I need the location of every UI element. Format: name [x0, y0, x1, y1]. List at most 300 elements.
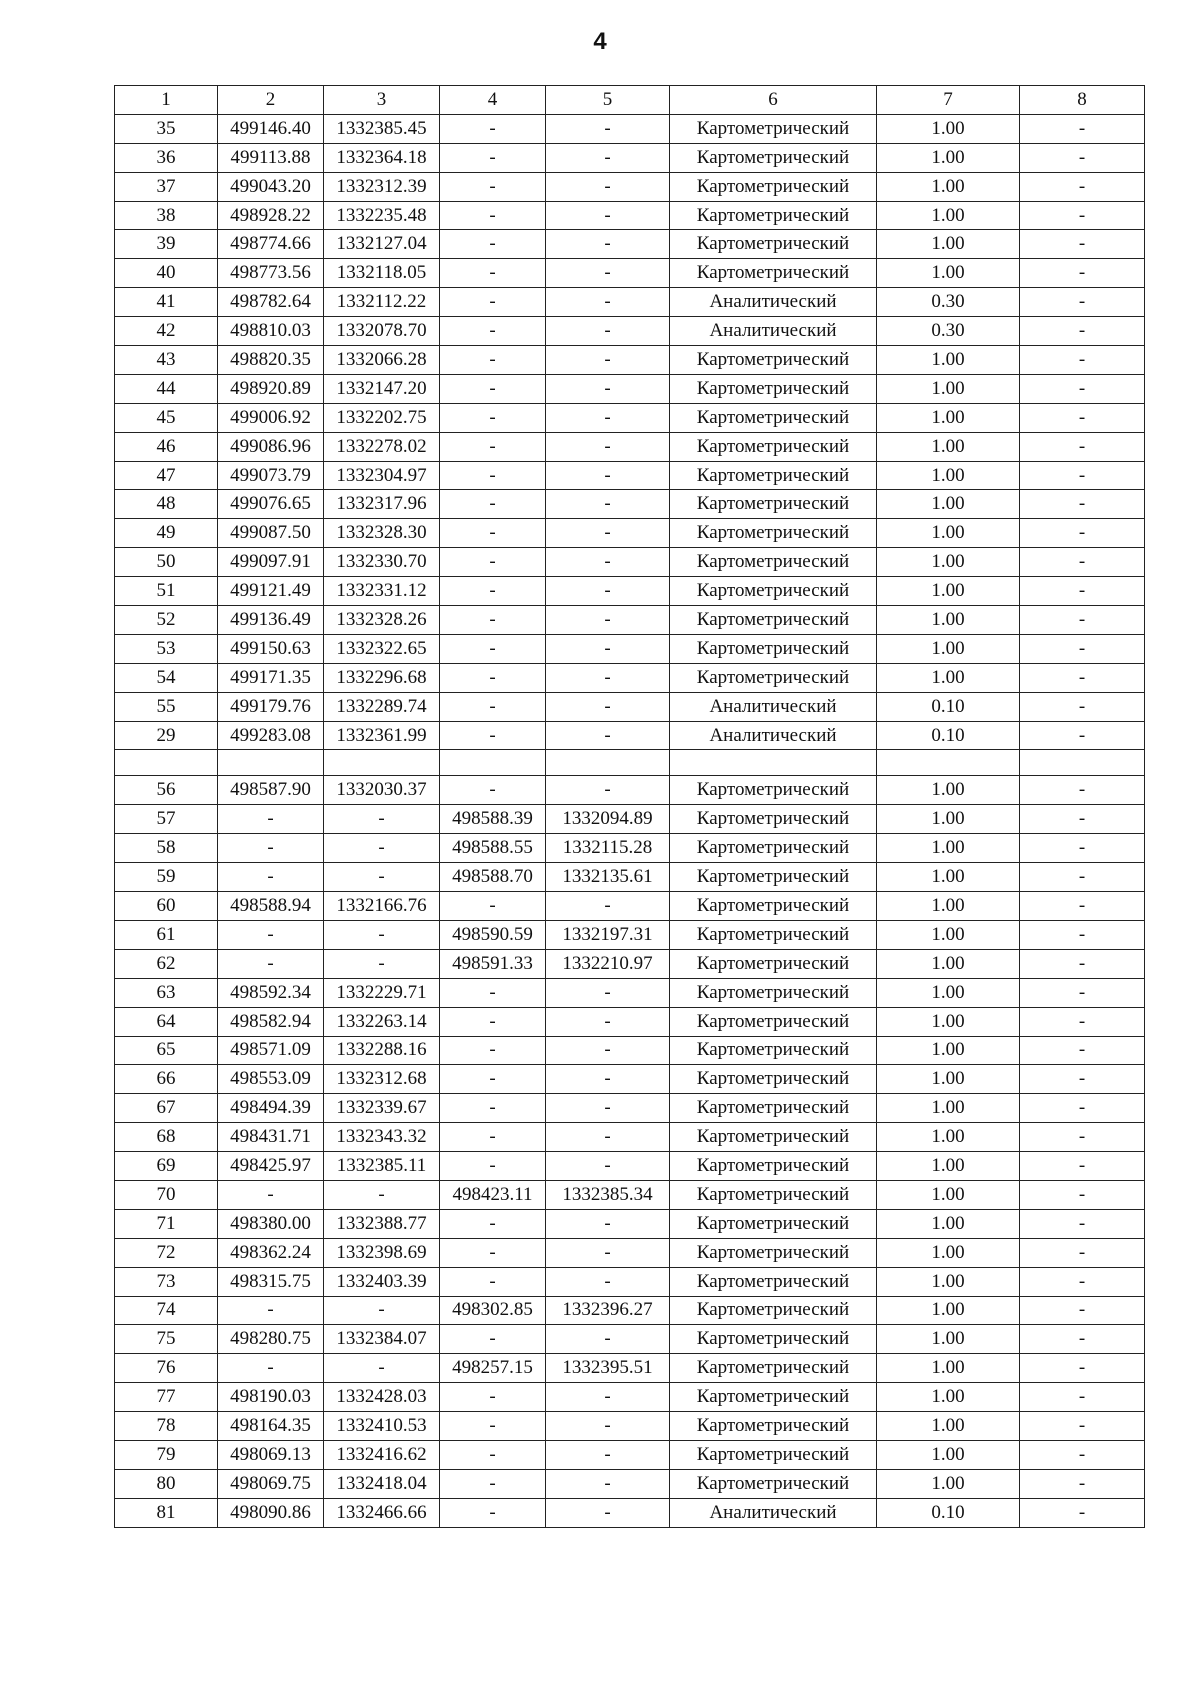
y-new-cell: -	[546, 1267, 670, 1296]
description-cell	[1020, 750, 1145, 776]
y-new-cell: -	[546, 403, 670, 432]
x-cell: 498587.90	[218, 776, 324, 805]
x-cell: 498494.39	[218, 1094, 324, 1123]
table-row	[115, 1007, 1145, 1036]
point-number-cell: 75	[115, 1325, 218, 1354]
y-new-cell: 1332385.34	[546, 1180, 670, 1209]
x-cell: -	[218, 1354, 324, 1383]
point-number-cell: 65	[115, 1036, 218, 1065]
point-number-cell: 49	[115, 519, 218, 548]
point-number-cell: 59	[115, 863, 218, 892]
accuracy-cell: 1.00	[877, 346, 1020, 375]
x-new-cell: -	[440, 776, 546, 805]
y-new-cell: -	[546, 201, 670, 230]
x-new-cell: -	[440, 1065, 546, 1094]
method-cell: Картометрический	[670, 1065, 877, 1094]
x-new-cell: -	[440, 892, 546, 921]
point-number-cell: 69	[115, 1152, 218, 1181]
x-new-cell: -	[440, 978, 546, 1007]
x-cell: 499087.50	[218, 519, 324, 548]
x-cell: 498571.09	[218, 1036, 324, 1065]
x-cell: 499283.08	[218, 721, 324, 750]
method-cell: Картометрический	[670, 978, 877, 1007]
point-number-cell: 51	[115, 577, 218, 606]
y-cell: 1332118.05	[324, 259, 440, 288]
x-new-cell: -	[440, 1094, 546, 1123]
description-cell: -	[1020, 1036, 1145, 1065]
x-cell: 498315.75	[218, 1267, 324, 1296]
description-cell: -	[1020, 634, 1145, 663]
point-number-cell: 74	[115, 1296, 218, 1325]
y-new-cell: -	[546, 606, 670, 635]
accuracy-cell: 1.00	[877, 519, 1020, 548]
accuracy-cell: 1.00	[877, 663, 1020, 692]
y-cell: -	[324, 1180, 440, 1209]
x-new-cell: -	[440, 259, 546, 288]
y-new-cell: -	[546, 577, 670, 606]
y-cell: -	[324, 1296, 440, 1325]
description-cell: -	[1020, 1209, 1145, 1238]
y-new-cell: -	[546, 1007, 670, 1036]
table-row	[115, 259, 1145, 288]
x-cell: 498588.94	[218, 892, 324, 921]
y-new-cell: -	[546, 490, 670, 519]
x-new-cell: -	[440, 634, 546, 663]
y-new-cell: -	[546, 432, 670, 461]
y-new-cell: -	[546, 259, 670, 288]
y-cell: 1332078.70	[324, 317, 440, 346]
x-new-cell: 498302.85	[440, 1296, 546, 1325]
x-cell: 498090.86	[218, 1498, 324, 1527]
column-header: 3	[324, 86, 440, 115]
description-cell: -	[1020, 1354, 1145, 1383]
table-row	[115, 1383, 1145, 1412]
y-cell: 1332418.04	[324, 1469, 440, 1498]
table-row	[115, 1354, 1145, 1383]
point-number-cell: 79	[115, 1440, 218, 1469]
point-number-cell	[115, 750, 218, 776]
y-new-cell: -	[546, 114, 670, 143]
table-row	[115, 805, 1145, 834]
y-cell: 1332322.65	[324, 634, 440, 663]
description-cell: -	[1020, 949, 1145, 978]
table-row	[115, 1238, 1145, 1267]
x-new-cell: 498257.15	[440, 1354, 546, 1383]
description-cell: -	[1020, 863, 1145, 892]
accuracy-cell: 1.00	[877, 949, 1020, 978]
x-new-cell: -	[440, 548, 546, 577]
accuracy-cell: 1.00	[877, 1209, 1020, 1238]
accuracy-cell: 1.00	[877, 1007, 1020, 1036]
point-number-cell: 80	[115, 1469, 218, 1498]
column-header: 2	[218, 86, 324, 115]
accuracy-cell: 1.00	[877, 374, 1020, 403]
method-cell: Картометрический	[670, 1123, 877, 1152]
accuracy-cell: 1.00	[877, 892, 1020, 921]
method-cell: Картометрический	[670, 1469, 877, 1498]
point-number-cell: 53	[115, 634, 218, 663]
table-row	[115, 892, 1145, 921]
accuracy-cell: 1.00	[877, 1065, 1020, 1094]
accuracy-cell: 1.00	[877, 1469, 1020, 1498]
y-new-cell: -	[546, 776, 670, 805]
accuracy-cell: 1.00	[877, 490, 1020, 519]
description-cell: -	[1020, 374, 1145, 403]
x-new-cell: -	[440, 201, 546, 230]
x-cell: 499171.35	[218, 663, 324, 692]
method-cell: Картометрический	[670, 1007, 877, 1036]
method-cell: Картометрический	[670, 230, 877, 259]
y-cell: 1332466.66	[324, 1498, 440, 1527]
table-row	[115, 490, 1145, 519]
table-row	[115, 776, 1145, 805]
accuracy-cell: 1.00	[877, 1440, 1020, 1469]
x-cell: 499073.79	[218, 461, 324, 490]
y-cell: 1332229.71	[324, 978, 440, 1007]
y-new-cell: -	[546, 143, 670, 172]
method-cell: Аналитический	[670, 692, 877, 721]
x-new-cell: 498588.70	[440, 863, 546, 892]
description-cell: -	[1020, 1123, 1145, 1152]
y-cell: 1332202.75	[324, 403, 440, 432]
description-cell: -	[1020, 1152, 1145, 1181]
accuracy-cell: 1.00	[877, 403, 1020, 432]
column-header: 1	[115, 86, 218, 115]
y-new-cell: 1332395.51	[546, 1354, 670, 1383]
accuracy-cell: 1.00	[877, 259, 1020, 288]
method-cell: Картометрический	[670, 374, 877, 403]
method-cell: Картометрический	[670, 577, 877, 606]
table-row	[115, 201, 1145, 230]
table-row	[115, 548, 1145, 577]
method-cell: Картометрический	[670, 490, 877, 519]
y-cell: 1332385.11	[324, 1152, 440, 1181]
y-new-cell: -	[546, 1152, 670, 1181]
accuracy-cell: 1.00	[877, 634, 1020, 663]
y-cell: 1332398.69	[324, 1238, 440, 1267]
method-cell: Картометрический	[670, 403, 877, 432]
x-new-cell: -	[440, 606, 546, 635]
point-number-cell: 42	[115, 317, 218, 346]
method-cell: Картометрический	[670, 548, 877, 577]
x-cell: 499179.76	[218, 692, 324, 721]
y-cell: 1332428.03	[324, 1383, 440, 1412]
point-number-cell: 44	[115, 374, 218, 403]
description-cell: -	[1020, 776, 1145, 805]
y-cell: 1332343.32	[324, 1123, 440, 1152]
description-cell: -	[1020, 1325, 1145, 1354]
table-row	[115, 663, 1145, 692]
point-number-cell: 71	[115, 1209, 218, 1238]
accuracy-cell: 1.00	[877, 432, 1020, 461]
accuracy-cell: 1.00	[877, 1296, 1020, 1325]
x-cell: 498582.94	[218, 1007, 324, 1036]
description-cell: -	[1020, 606, 1145, 635]
method-cell: Аналитический	[670, 721, 877, 750]
x-cell: 499121.49	[218, 577, 324, 606]
page-number: 4	[593, 28, 607, 55]
description-cell: -	[1020, 1296, 1145, 1325]
x-cell: 499043.20	[218, 172, 324, 201]
y-new-cell: 1332094.89	[546, 805, 670, 834]
y-new-cell: -	[546, 1123, 670, 1152]
method-cell: Картометрический	[670, 634, 877, 663]
method-cell: Картометрический	[670, 776, 877, 805]
method-cell: Аналитический	[670, 1498, 877, 1527]
point-number-cell: 64	[115, 1007, 218, 1036]
point-number-cell: 61	[115, 920, 218, 949]
point-number-cell: 60	[115, 892, 218, 921]
accuracy-cell: 1.00	[877, 805, 1020, 834]
description-cell: -	[1020, 259, 1145, 288]
y-cell: 1332385.45	[324, 114, 440, 143]
x-new-cell: -	[440, 143, 546, 172]
x-cell	[218, 750, 324, 776]
x-new-cell: 498423.11	[440, 1180, 546, 1209]
table-row	[115, 346, 1145, 375]
y-new-cell: -	[546, 172, 670, 201]
description-cell: -	[1020, 461, 1145, 490]
x-cell: 498280.75	[218, 1325, 324, 1354]
accuracy-cell: 1.00	[877, 1036, 1020, 1065]
accuracy-cell: 1.00	[877, 1123, 1020, 1152]
description-cell: -	[1020, 230, 1145, 259]
y-new-cell: -	[546, 461, 670, 490]
table-row	[115, 1036, 1145, 1065]
x-cell: 498820.35	[218, 346, 324, 375]
point-number-cell: 77	[115, 1383, 218, 1412]
y-new-cell: -	[546, 1238, 670, 1267]
x-new-cell: -	[440, 230, 546, 259]
description-cell: -	[1020, 1094, 1145, 1123]
column-header: 5	[546, 86, 670, 115]
table-row	[115, 1123, 1145, 1152]
table-row	[115, 432, 1145, 461]
x-cell: 498069.75	[218, 1469, 324, 1498]
y-new-cell: -	[546, 1498, 670, 1527]
y-new-cell: -	[546, 978, 670, 1007]
method-cell: Картометрический	[670, 1412, 877, 1441]
description-cell: -	[1020, 403, 1145, 432]
accuracy-cell: 1.00	[877, 172, 1020, 201]
point-number-cell: 54	[115, 663, 218, 692]
x-new-cell: -	[440, 1267, 546, 1296]
table-row	[115, 863, 1145, 892]
x-cell: 498431.71	[218, 1123, 324, 1152]
method-cell	[670, 750, 877, 776]
description-cell: -	[1020, 317, 1145, 346]
x-cell: 498362.24	[218, 1238, 324, 1267]
x-cell: 498774.66	[218, 230, 324, 259]
y-cell: 1332296.68	[324, 663, 440, 692]
description-cell: -	[1020, 143, 1145, 172]
x-new-cell: -	[440, 1469, 546, 1498]
column-header: 7	[877, 86, 1020, 115]
y-new-cell: -	[546, 1209, 670, 1238]
y-new-cell: -	[546, 346, 670, 375]
y-cell: 1332112.22	[324, 288, 440, 317]
x-cell: -	[218, 834, 324, 863]
method-cell: Картометрический	[670, 1296, 877, 1325]
y-new-cell: 1332115.28	[546, 834, 670, 863]
y-new-cell: -	[546, 1440, 670, 1469]
accuracy-cell: 1.00	[877, 143, 1020, 172]
x-new-cell: -	[440, 1325, 546, 1354]
method-cell: Картометрический	[670, 1209, 877, 1238]
point-number-cell: 55	[115, 692, 218, 721]
accuracy-cell: 0.30	[877, 317, 1020, 346]
table-row	[115, 606, 1145, 635]
y-new-cell: 1332135.61	[546, 863, 670, 892]
table-row	[115, 1469, 1145, 1498]
table-row	[115, 721, 1145, 750]
point-number-cell: 72	[115, 1238, 218, 1267]
x-new-cell: -	[440, 663, 546, 692]
x-cell: 498928.22	[218, 201, 324, 230]
y-cell: 1332328.26	[324, 606, 440, 635]
y-new-cell: -	[546, 519, 670, 548]
description-cell: -	[1020, 577, 1145, 606]
y-cell: 1332147.20	[324, 374, 440, 403]
y-cell: 1332317.96	[324, 490, 440, 519]
x-cell: 498592.34	[218, 978, 324, 1007]
table-row	[115, 172, 1145, 201]
point-number-cell: 58	[115, 834, 218, 863]
point-number-cell: 45	[115, 403, 218, 432]
method-cell: Картометрический	[670, 1267, 877, 1296]
coordinates-table	[114, 85, 1145, 1528]
x-cell: 498773.56	[218, 259, 324, 288]
y-cell: 1332304.97	[324, 461, 440, 490]
y-new-cell: -	[546, 1469, 670, 1498]
y-cell: -	[324, 949, 440, 978]
x-cell: 498810.03	[218, 317, 324, 346]
x-new-cell: -	[440, 519, 546, 548]
point-number-cell: 37	[115, 172, 218, 201]
y-cell: 1332331.12	[324, 577, 440, 606]
x-cell: 499097.91	[218, 548, 324, 577]
table-row	[115, 750, 1145, 776]
method-cell: Картометрический	[670, 892, 877, 921]
description-cell: -	[1020, 172, 1145, 201]
y-cell: 1332312.39	[324, 172, 440, 201]
description-cell: -	[1020, 346, 1145, 375]
method-cell: Картометрический	[670, 863, 877, 892]
description-cell: -	[1020, 432, 1145, 461]
description-cell: -	[1020, 288, 1145, 317]
y-cell: -	[324, 805, 440, 834]
point-number-cell: 57	[115, 805, 218, 834]
method-cell: Картометрический	[670, 1383, 877, 1412]
point-number-cell: 36	[115, 143, 218, 172]
y-cell: -	[324, 920, 440, 949]
y-new-cell: -	[546, 1036, 670, 1065]
point-number-cell: 38	[115, 201, 218, 230]
x-cell: 498380.00	[218, 1209, 324, 1238]
table-row	[115, 374, 1145, 403]
accuracy-cell	[877, 750, 1020, 776]
table-header-row	[115, 86, 1145, 115]
y-cell: 1332339.67	[324, 1094, 440, 1123]
x-new-cell: -	[440, 692, 546, 721]
x-cell: 498553.09	[218, 1065, 324, 1094]
accuracy-cell: 1.00	[877, 978, 1020, 1007]
accuracy-cell: 1.00	[877, 863, 1020, 892]
method-cell: Картометрический	[670, 1325, 877, 1354]
y-cell: 1332361.99	[324, 721, 440, 750]
point-number-cell: 67	[115, 1094, 218, 1123]
y-cell: 1332328.30	[324, 519, 440, 548]
y-cell: 1332066.28	[324, 346, 440, 375]
x-cell: -	[218, 920, 324, 949]
description-cell: -	[1020, 1440, 1145, 1469]
description-cell: -	[1020, 1383, 1145, 1412]
accuracy-cell: 0.30	[877, 288, 1020, 317]
point-number-cell: 70	[115, 1180, 218, 1209]
point-number-cell: 29	[115, 721, 218, 750]
y-new-cell: 1332197.31	[546, 920, 670, 949]
x-new-cell: -	[440, 432, 546, 461]
table-row	[115, 1094, 1145, 1123]
x-cell: 499113.88	[218, 143, 324, 172]
accuracy-cell: 1.00	[877, 577, 1020, 606]
description-cell: -	[1020, 1498, 1145, 1527]
table-row	[115, 692, 1145, 721]
table-row	[115, 1180, 1145, 1209]
y-cell: -	[324, 1354, 440, 1383]
x-cell: -	[218, 949, 324, 978]
x-new-cell: -	[440, 1036, 546, 1065]
y-cell: 1332330.70	[324, 548, 440, 577]
x-cell: 498425.97	[218, 1152, 324, 1181]
method-cell: Картометрический	[670, 949, 877, 978]
table-row	[115, 634, 1145, 663]
point-number-cell: 50	[115, 548, 218, 577]
accuracy-cell: 1.00	[877, 201, 1020, 230]
method-cell: Аналитический	[670, 317, 877, 346]
x-new-cell: -	[440, 1007, 546, 1036]
column-header: 8	[1020, 86, 1145, 115]
x-new-cell: -	[440, 1440, 546, 1469]
y-new-cell: -	[546, 634, 670, 663]
table-row	[115, 1498, 1145, 1527]
description-cell: -	[1020, 490, 1145, 519]
accuracy-cell: 0.10	[877, 692, 1020, 721]
description-cell: -	[1020, 920, 1145, 949]
x-new-cell: 498590.59	[440, 920, 546, 949]
x-cell: -	[218, 805, 324, 834]
description-cell: -	[1020, 1180, 1145, 1209]
y-cell: 1332403.39	[324, 1267, 440, 1296]
accuracy-cell: 1.00	[877, 1325, 1020, 1354]
y-new-cell: -	[546, 374, 670, 403]
x-new-cell: -	[440, 1152, 546, 1181]
table-row	[115, 519, 1145, 548]
accuracy-cell: 1.00	[877, 1412, 1020, 1441]
x-new-cell: -	[440, 317, 546, 346]
x-cell: 498782.64	[218, 288, 324, 317]
table-row	[115, 577, 1145, 606]
description-cell: -	[1020, 201, 1145, 230]
method-cell: Аналитический	[670, 288, 877, 317]
y-new-cell: -	[546, 288, 670, 317]
method-cell: Картометрический	[670, 432, 877, 461]
accuracy-cell: 0.10	[877, 721, 1020, 750]
y-new-cell	[546, 750, 670, 776]
point-number-cell: 68	[115, 1123, 218, 1152]
x-new-cell: -	[440, 374, 546, 403]
description-cell: -	[1020, 1065, 1145, 1094]
